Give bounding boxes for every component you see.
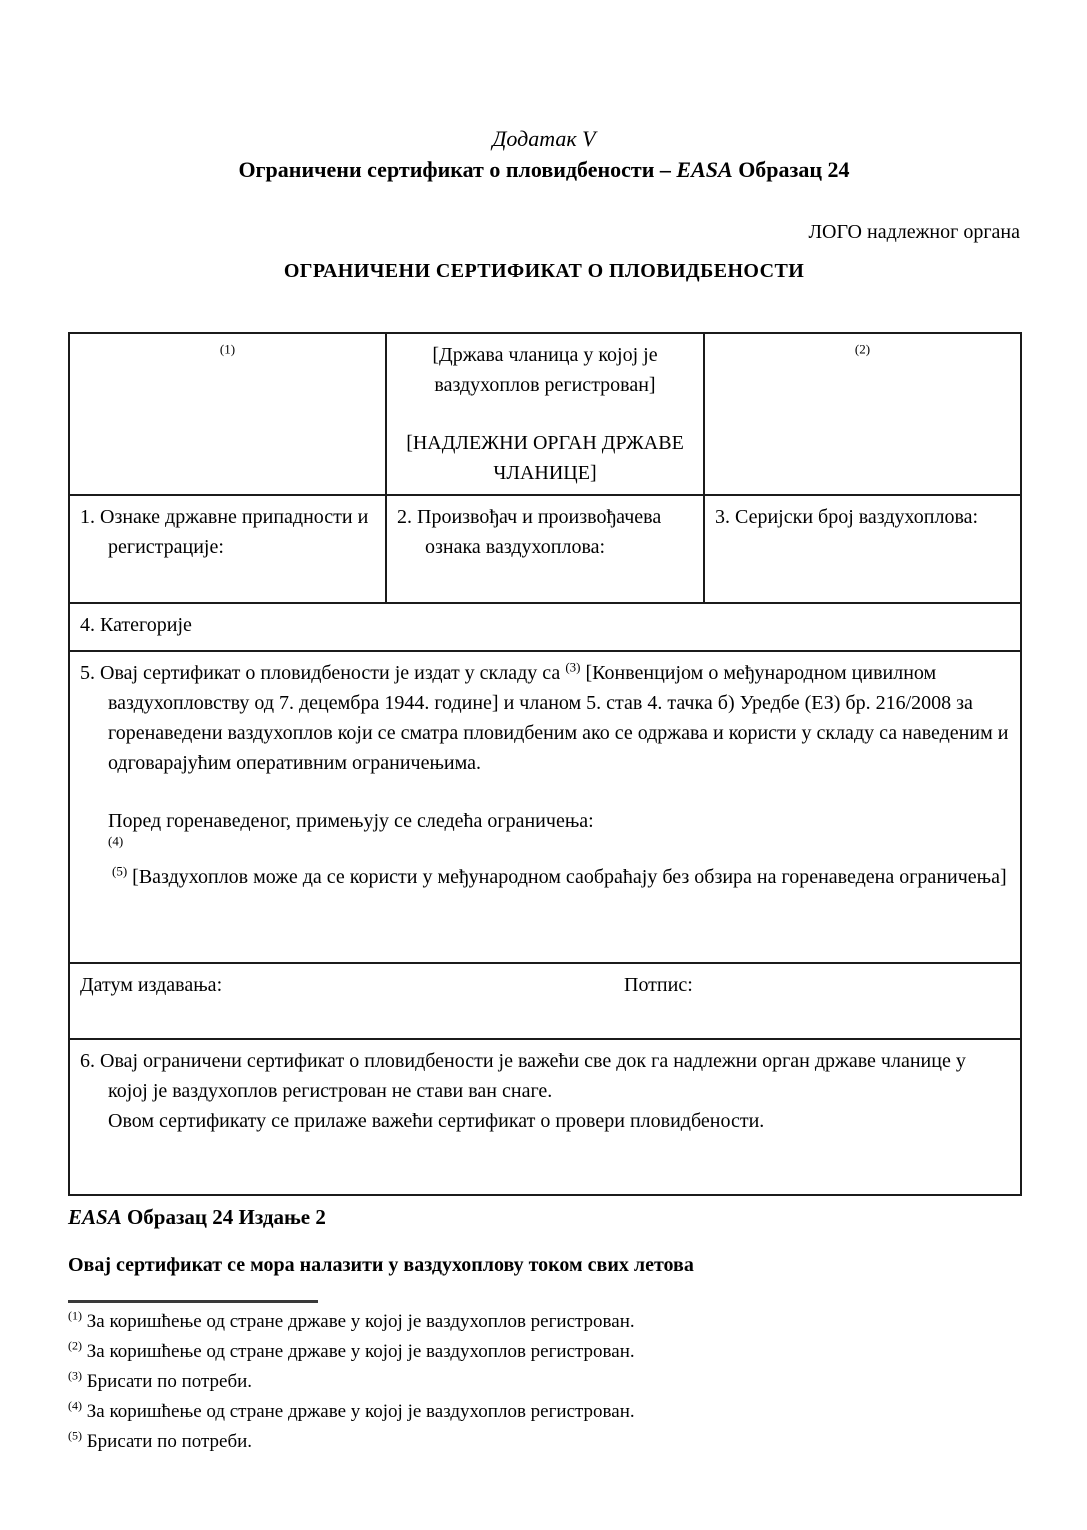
table-row-date-signature	[69, 963, 1021, 1039]
form-reference-rest: Образац 24 Издање 2	[121, 1205, 326, 1229]
footnote-2-marker: (2)	[68, 1338, 82, 1353]
statement-item5	[80, 658, 1010, 778]
document-title-suffix: Образац 24	[732, 157, 850, 182]
field4-number: 4.	[80, 614, 95, 636]
date-of-issue-label: Датум издавања:	[80, 974, 223, 996]
table-row-statement	[69, 651, 1021, 963]
footnote-3-text: Брисати по потреби.	[86, 1371, 253, 1392]
footnote-1-text: За коришћење од стране државе у којој је ваздухоплов регистрован.	[86, 1311, 635, 1332]
cell-field-registration	[69, 495, 386, 603]
cell-footnote-2	[704, 333, 1021, 495]
field1-label: Ознаке државне припадности и регистрације:	[100, 506, 369, 558]
table-row-header	[69, 333, 1021, 495]
footnote-4-marker: (4)	[68, 1398, 82, 1413]
signature-label: Потпис:	[624, 974, 693, 996]
footnote-3-marker: (3)	[68, 1368, 82, 1383]
international-traffic-text: [Ваздухоплов може да се користи у међународном саобраћају без обзира на горенаведена ограничења]	[132, 866, 1007, 888]
item5-text-after: [Конвенцијом о међународном цивилном ваздухопловству од 7. децембра 1944. године] и чланом 5. став 4. тачка б) Уредбе (ЕЗ) бр. 216/2008 за горенаведени ваздухоплов који се сматра пловидбеним ако се одржава и користи у складу са наведеним и одговарајућим оперативним ограничењима.	[108, 662, 1009, 774]
form-reference	[68, 1204, 1020, 1230]
item6-number: 6.	[80, 1050, 95, 1072]
certificate-table	[68, 332, 1022, 1196]
table-row-fields	[69, 495, 1021, 603]
footnotes	[68, 1307, 1020, 1457]
footnote-5-text: Брисати по потреби.	[86, 1431, 253, 1452]
annex-title: Додатак V	[492, 126, 596, 151]
item6-text: Овај ограничени сертификат о пловидбености је важећи све док га надлежни орган државе чланице у којој је ваздухоплов регистрован не стави ван снаге.	[100, 1050, 966, 1102]
table-row-validity	[69, 1039, 1021, 1195]
field2-label: Произвођач и произвођачева ознака ваздухоплова:	[417, 506, 662, 558]
cell-field-categories	[69, 603, 1021, 651]
footnote-3	[68, 1367, 1020, 1397]
cell-footnote-1	[69, 333, 386, 495]
cell-statement	[69, 651, 1021, 963]
cell-member-state	[386, 333, 704, 495]
footnote-4	[68, 1397, 1020, 1427]
footnote-ref-4-line	[108, 833, 1010, 858]
footnote-ref-4: (4)	[108, 833, 124, 849]
cell-field-manufacturer	[386, 495, 704, 603]
certificate-heading: ОГРАНИЧЕНИ СЕРТИФИКАТ О ПЛОВИДБЕНОСТИ	[283, 260, 805, 282]
document-content	[68, 0, 1020, 1457]
field1-number: 1.	[80, 506, 95, 528]
footnote-4-text: За коришћење од стране државе у којој је ваздухоплов регистрован.	[86, 1401, 635, 1422]
document-title-easa: EASA	[676, 157, 733, 182]
cell-validity	[69, 1039, 1021, 1195]
validity-item6	[80, 1046, 1010, 1106]
footnote-5-marker: (5)	[68, 1428, 82, 1443]
authority-logo-placeholder: ЛОГО надлежног органа	[808, 221, 1020, 243]
field2-number: 2.	[397, 506, 412, 528]
item5-text-before: Овај сертификат о пловидбености је издат у складу са	[100, 662, 561, 684]
cell-field-serial-number	[704, 495, 1021, 603]
footnote-separator	[68, 1300, 318, 1303]
competent-authority-placeholder: [НАДЛЕЖНИ ОРГАН ДРЖАВЕ ЧЛАНИЦЕ]	[406, 432, 684, 484]
footnote-5	[68, 1427, 1020, 1457]
footnote-2	[68, 1337, 1020, 1367]
member-state-placeholder: [Држава чланица у којој је ваздухоплов регистрован]	[432, 344, 658, 396]
field3-label: Серијски број ваздухоплова:	[735, 506, 979, 528]
item5-number: 5.	[80, 662, 95, 684]
international-traffic-note	[112, 862, 1010, 892]
form-reference-easa: EASA	[68, 1205, 122, 1229]
footnote-ref-2: (2)	[854, 341, 871, 357]
document-title	[68, 156, 1020, 184]
footnote-1	[68, 1307, 1020, 1337]
field3-number: 3.	[715, 506, 730, 528]
cell-date-signature	[69, 963, 1021, 1039]
footnote-ref-5: (5)	[112, 863, 128, 879]
footnote-ref-3: (3)	[565, 659, 581, 675]
attached-certificate-note: Овом сертификату се прилаже важећи сертификат о провери пловидбености.	[108, 1110, 765, 1132]
restrictions-intro: Поред горенаведеног, примењују се следећа ограничења:	[108, 810, 594, 832]
footnote-ref-1: (1)	[219, 341, 236, 357]
document-title-prefix: Ограничени сертификат о пловидбености –	[238, 157, 677, 182]
field4-label: Категорије	[100, 614, 192, 636]
footnote-1-marker: (1)	[68, 1308, 82, 1323]
footnote-2-text: За коришћење од стране државе у којој је ваздухоплов регистрован.	[86, 1341, 635, 1362]
carry-on-board-note: Овај сертификат се мора налазити у ваздухоплову током свих летова	[68, 1254, 694, 1276]
table-row-categories	[69, 603, 1021, 651]
